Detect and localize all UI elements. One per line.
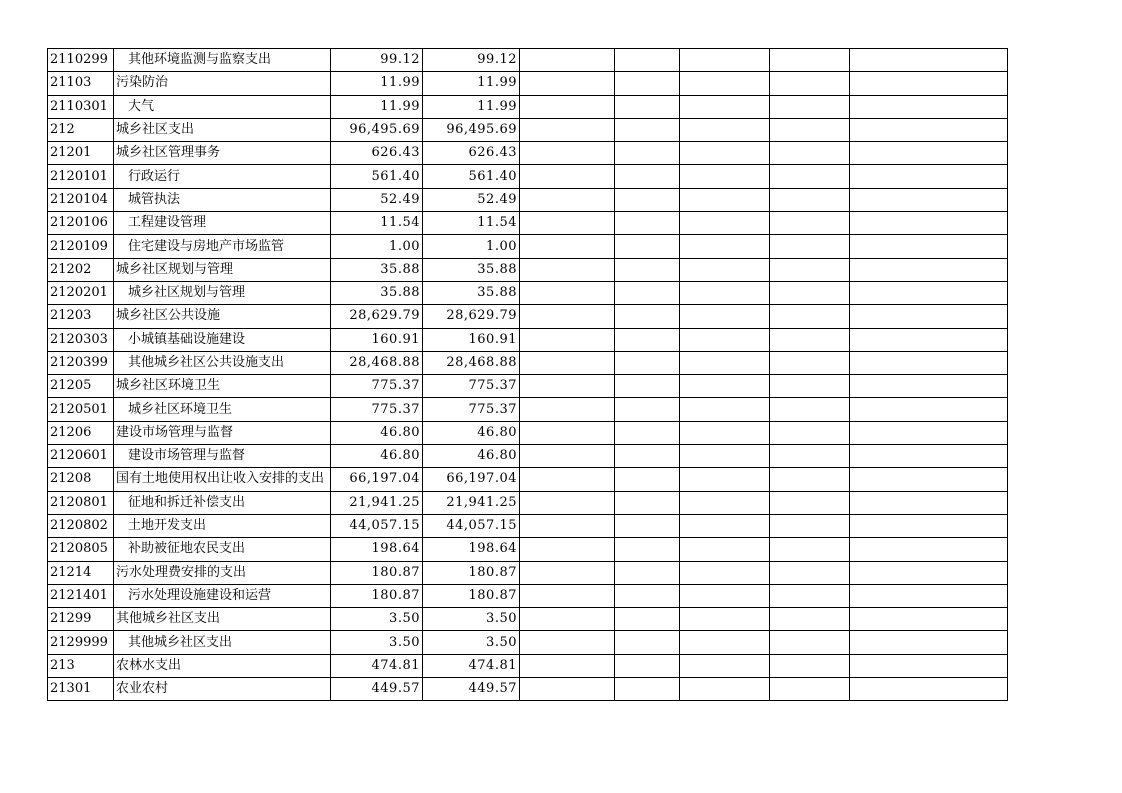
empty-cell: [615, 584, 680, 607]
total-amount-cell: 21,941.25: [331, 491, 423, 514]
subject-code-cell: 2120399: [48, 351, 114, 374]
table-row: [48, 188, 1008, 211]
total-amount-cell: 775.37: [331, 375, 423, 398]
empty-cell: [770, 421, 850, 444]
subject-code-cell: 2120805: [48, 538, 114, 561]
empty-cell: [850, 351, 1008, 374]
empty-cell: [850, 281, 1008, 304]
empty-cell: [520, 514, 615, 537]
empty-cell: [680, 584, 770, 607]
empty-cell: [680, 72, 770, 95]
subject-code-cell: 2120802: [48, 514, 114, 537]
total-amount-cell: 3.50: [331, 608, 423, 631]
empty-cell: [680, 281, 770, 304]
subject-name-cell: 城乡社区环境卫生: [114, 375, 331, 398]
empty-cell: [850, 142, 1008, 165]
empty-cell: [770, 212, 850, 235]
basic-expenditure-cell: 160.91: [423, 328, 520, 351]
total-amount-cell: 180.87: [331, 561, 423, 584]
subject-name-cell: 行政运行: [114, 165, 331, 188]
empty-cell: [615, 258, 680, 281]
empty-cell: [520, 654, 615, 677]
empty-cell: [770, 165, 850, 188]
subject-code-cell: 21201: [48, 142, 114, 165]
empty-cell: [615, 445, 680, 468]
subject-code-cell: 2121401: [48, 584, 114, 607]
empty-cell: [770, 678, 850, 701]
table-row: [48, 678, 1008, 701]
basic-expenditure-cell: 35.88: [423, 281, 520, 304]
empty-cell: [850, 235, 1008, 258]
empty-cell: [680, 538, 770, 561]
table-row: [48, 281, 1008, 304]
empty-cell: [770, 375, 850, 398]
empty-cell: [770, 95, 850, 118]
empty-cell: [615, 514, 680, 537]
subject-name-cell: 工程建设管理: [114, 212, 331, 235]
subject-name-cell: 建设市场管理与监督: [114, 421, 331, 444]
empty-cell: [680, 165, 770, 188]
subject-name-cell: 小城镇基础设施建设: [114, 328, 331, 351]
total-amount-cell: 474.81: [331, 654, 423, 677]
subject-name-cell: 征地和拆迁补偿支出: [114, 491, 331, 514]
basic-expenditure-cell: 11.99: [423, 72, 520, 95]
subject-name-cell: 其他城乡社区公共设施支出: [114, 351, 331, 374]
empty-cell: [520, 398, 615, 421]
empty-cell: [615, 468, 680, 491]
empty-cell: [850, 305, 1008, 328]
total-amount-cell: 11.99: [331, 72, 423, 95]
subject-name-cell: 补助被征地农民支出: [114, 538, 331, 561]
subject-code-cell: 2120101: [48, 165, 114, 188]
subject-name-cell: 污水处理设施建设和运营: [114, 584, 331, 607]
total-amount-cell: 11.54: [331, 212, 423, 235]
empty-cell: [615, 375, 680, 398]
empty-cell: [520, 351, 615, 374]
empty-cell: [615, 538, 680, 561]
table-row: [48, 212, 1008, 235]
basic-expenditure-cell: 35.88: [423, 258, 520, 281]
empty-cell: [615, 654, 680, 677]
total-amount-cell: 449.57: [331, 678, 423, 701]
table-row: [48, 631, 1008, 654]
empty-cell: [850, 72, 1008, 95]
empty-cell: [850, 328, 1008, 351]
table-row: [48, 351, 1008, 374]
basic-expenditure-cell: 46.80: [423, 445, 520, 468]
empty-cell: [850, 95, 1008, 118]
table-row: [48, 538, 1008, 561]
empty-cell: [680, 678, 770, 701]
empty-cell: [520, 235, 615, 258]
empty-cell: [850, 118, 1008, 141]
subject-code-cell: 2120303: [48, 328, 114, 351]
basic-expenditure-cell: 198.64: [423, 538, 520, 561]
empty-cell: [520, 538, 615, 561]
table-row: [48, 49, 1008, 72]
total-amount-cell: 28,629.79: [331, 305, 423, 328]
total-amount-cell: 11.99: [331, 95, 423, 118]
empty-cell: [770, 142, 850, 165]
table-row: [48, 95, 1008, 118]
empty-cell: [680, 468, 770, 491]
table-row: [48, 468, 1008, 491]
empty-cell: [520, 445, 615, 468]
total-amount-cell: 96,495.69: [331, 118, 423, 141]
subject-code-cell: 21299: [48, 608, 114, 631]
subject-name-cell: 土地开发支出: [114, 514, 331, 537]
subject-name-cell: 其他环境监测与监察支出: [114, 49, 331, 72]
basic-expenditure-cell: 52.49: [423, 188, 520, 211]
total-amount-cell: 35.88: [331, 258, 423, 281]
empty-cell: [615, 678, 680, 701]
empty-cell: [615, 95, 680, 118]
empty-cell: [520, 49, 615, 72]
table-row: [48, 72, 1008, 95]
empty-cell: [850, 538, 1008, 561]
empty-cell: [850, 631, 1008, 654]
subject-code-cell: 21103: [48, 72, 114, 95]
total-amount-cell: 46.80: [331, 421, 423, 444]
total-amount-cell: 35.88: [331, 281, 423, 304]
empty-cell: [770, 631, 850, 654]
subject-name-cell: 城乡社区管理事务: [114, 142, 331, 165]
empty-cell: [850, 514, 1008, 537]
table-row: [48, 421, 1008, 444]
basic-expenditure-cell: 99.12: [423, 49, 520, 72]
budget-table: [47, 48, 1008, 701]
empty-cell: [680, 95, 770, 118]
empty-cell: [770, 49, 850, 72]
empty-cell: [680, 328, 770, 351]
empty-cell: [520, 118, 615, 141]
empty-cell: [520, 258, 615, 281]
empty-cell: [850, 49, 1008, 72]
table-row: [48, 561, 1008, 584]
empty-cell: [770, 608, 850, 631]
basic-expenditure-cell: 180.87: [423, 561, 520, 584]
empty-cell: [770, 305, 850, 328]
empty-cell: [770, 118, 850, 141]
empty-cell: [770, 468, 850, 491]
basic-expenditure-cell: 626.43: [423, 142, 520, 165]
empty-cell: [520, 631, 615, 654]
empty-cell: [770, 281, 850, 304]
empty-cell: [770, 514, 850, 537]
table-row: [48, 375, 1008, 398]
empty-cell: [770, 351, 850, 374]
empty-cell: [680, 212, 770, 235]
basic-expenditure-cell: 561.40: [423, 165, 520, 188]
empty-cell: [520, 212, 615, 235]
empty-cell: [850, 398, 1008, 421]
table-row: [48, 514, 1008, 537]
empty-cell: [520, 375, 615, 398]
subject-code-cell: 2120201: [48, 281, 114, 304]
empty-cell: [770, 561, 850, 584]
empty-cell: [615, 421, 680, 444]
empty-cell: [615, 118, 680, 141]
empty-cell: [770, 235, 850, 258]
empty-cell: [680, 491, 770, 514]
empty-cell: [770, 538, 850, 561]
subject-code-cell: 21208: [48, 468, 114, 491]
empty-cell: [850, 445, 1008, 468]
subject-name-cell: 国有土地使用权出让收入安排的支出: [114, 468, 331, 491]
empty-cell: [850, 188, 1008, 211]
basic-expenditure-cell: 775.37: [423, 398, 520, 421]
total-amount-cell: 160.91: [331, 328, 423, 351]
table-body: [48, 49, 1008, 701]
empty-cell: [680, 305, 770, 328]
subject-name-cell: 建设市场管理与监督: [114, 445, 331, 468]
total-amount-cell: 28,468.88: [331, 351, 423, 374]
subject-name-cell: 大气: [114, 95, 331, 118]
total-amount-cell: 3.50: [331, 631, 423, 654]
empty-cell: [615, 328, 680, 351]
empty-cell: [615, 398, 680, 421]
subject-code-cell: 2129999: [48, 631, 114, 654]
empty-cell: [615, 351, 680, 374]
subject-name-cell: 住宅建设与房地产市场监管: [114, 235, 331, 258]
table-row: [48, 305, 1008, 328]
empty-cell: [520, 305, 615, 328]
subject-name-cell: 农林水支出: [114, 654, 331, 677]
empty-cell: [680, 375, 770, 398]
subject-code-cell: 2110299: [48, 49, 114, 72]
basic-expenditure-cell: 28,629.79: [423, 305, 520, 328]
basic-expenditure-cell: 96,495.69: [423, 118, 520, 141]
basic-expenditure-cell: 3.50: [423, 608, 520, 631]
empty-cell: [615, 281, 680, 304]
subject-code-cell: 21214: [48, 561, 114, 584]
table-row: [48, 491, 1008, 514]
subject-code-cell: 213: [48, 654, 114, 677]
total-amount-cell: 198.64: [331, 538, 423, 561]
empty-cell: [770, 72, 850, 95]
subject-code-cell: 21203: [48, 305, 114, 328]
subject-code-cell: 2120104: [48, 188, 114, 211]
empty-cell: [615, 188, 680, 211]
subject-name-cell: 城乡社区支出: [114, 118, 331, 141]
empty-cell: [770, 328, 850, 351]
basic-expenditure-cell: 474.81: [423, 654, 520, 677]
subject-name-cell: 其他城乡社区支出: [114, 608, 331, 631]
empty-cell: [680, 49, 770, 72]
empty-cell: [850, 212, 1008, 235]
empty-cell: [680, 258, 770, 281]
basic-expenditure-cell: 1.00: [423, 235, 520, 258]
total-amount-cell: 52.49: [331, 188, 423, 211]
basic-expenditure-cell: 44,057.15: [423, 514, 520, 537]
subject-code-cell: 21206: [48, 421, 114, 444]
total-amount-cell: 775.37: [331, 398, 423, 421]
empty-cell: [850, 584, 1008, 607]
subject-code-cell: 2120501: [48, 398, 114, 421]
empty-cell: [680, 445, 770, 468]
empty-cell: [770, 398, 850, 421]
empty-cell: [520, 608, 615, 631]
empty-cell: [680, 561, 770, 584]
empty-cell: [850, 678, 1008, 701]
subject-name-cell: 城管执法: [114, 188, 331, 211]
empty-cell: [520, 142, 615, 165]
subject-name-cell: 城乡社区规划与管理: [114, 281, 331, 304]
basic-expenditure-cell: 11.99: [423, 95, 520, 118]
empty-cell: [520, 328, 615, 351]
empty-cell: [850, 654, 1008, 677]
empty-cell: [850, 468, 1008, 491]
subject-code-cell: 21202: [48, 258, 114, 281]
empty-cell: [615, 72, 680, 95]
empty-cell: [680, 351, 770, 374]
total-amount-cell: 561.40: [331, 165, 423, 188]
empty-cell: [615, 212, 680, 235]
table-row: [48, 398, 1008, 421]
table-row: [48, 608, 1008, 631]
empty-cell: [770, 258, 850, 281]
empty-cell: [615, 631, 680, 654]
table-row: [48, 258, 1008, 281]
basic-expenditure-cell: 449.57: [423, 678, 520, 701]
empty-cell: [520, 95, 615, 118]
empty-cell: [615, 235, 680, 258]
subject-name-cell: 城乡社区公共设施: [114, 305, 331, 328]
empty-cell: [850, 258, 1008, 281]
subject-name-cell: 其他城乡社区支出: [114, 631, 331, 654]
empty-cell: [770, 654, 850, 677]
empty-cell: [850, 421, 1008, 444]
empty-cell: [615, 305, 680, 328]
table-row: [48, 445, 1008, 468]
table-row: [48, 118, 1008, 141]
total-amount-cell: 180.87: [331, 584, 423, 607]
empty-cell: [615, 142, 680, 165]
empty-cell: [615, 49, 680, 72]
empty-cell: [680, 421, 770, 444]
empty-cell: [680, 235, 770, 258]
empty-cell: [680, 654, 770, 677]
subject-code-cell: 21205: [48, 375, 114, 398]
basic-expenditure-cell: 66,197.04: [423, 468, 520, 491]
basic-expenditure-cell: 180.87: [423, 584, 520, 607]
basic-expenditure-cell: 46.80: [423, 421, 520, 444]
empty-cell: [680, 608, 770, 631]
subject-name-cell: 城乡社区规划与管理: [114, 258, 331, 281]
empty-cell: [680, 142, 770, 165]
empty-cell: [850, 491, 1008, 514]
empty-cell: [520, 165, 615, 188]
subject-code-cell: 2110301: [48, 95, 114, 118]
empty-cell: [680, 188, 770, 211]
basic-expenditure-cell: 28,468.88: [423, 351, 520, 374]
basic-expenditure-cell: 775.37: [423, 375, 520, 398]
subject-code-cell: 21301: [48, 678, 114, 701]
empty-cell: [680, 631, 770, 654]
table-row: [48, 142, 1008, 165]
empty-cell: [850, 165, 1008, 188]
empty-cell: [770, 188, 850, 211]
table-row: [48, 654, 1008, 677]
subject-name-cell: 污染防治: [114, 72, 331, 95]
empty-cell: [520, 491, 615, 514]
subject-code-cell: 2120109: [48, 235, 114, 258]
subject-code-cell: 2120801: [48, 491, 114, 514]
empty-cell: [615, 561, 680, 584]
empty-cell: [615, 491, 680, 514]
subject-name-cell: 农业农村: [114, 678, 331, 701]
table-row: [48, 235, 1008, 258]
empty-cell: [850, 561, 1008, 584]
subject-code-cell: 2120601: [48, 445, 114, 468]
empty-cell: [520, 72, 615, 95]
basic-expenditure-cell: 21,941.25: [423, 491, 520, 514]
subject-name-cell: 城乡社区环境卫生: [114, 398, 331, 421]
total-amount-cell: 626.43: [331, 142, 423, 165]
empty-cell: [680, 514, 770, 537]
basic-expenditure-cell: 3.50: [423, 631, 520, 654]
total-amount-cell: 99.12: [331, 49, 423, 72]
empty-cell: [520, 468, 615, 491]
empty-cell: [615, 165, 680, 188]
empty-cell: [770, 491, 850, 514]
basic-expenditure-cell: 11.54: [423, 212, 520, 235]
subject-name-cell: 污水处理费安排的支出: [114, 561, 331, 584]
empty-cell: [680, 118, 770, 141]
empty-cell: [520, 678, 615, 701]
table-row: [48, 584, 1008, 607]
empty-cell: [520, 561, 615, 584]
total-amount-cell: 44,057.15: [331, 514, 423, 537]
total-amount-cell: 1.00: [331, 235, 423, 258]
empty-cell: [850, 608, 1008, 631]
total-amount-cell: 66,197.04: [331, 468, 423, 491]
subject-code-cell: 2120106: [48, 212, 114, 235]
empty-cell: [770, 445, 850, 468]
total-amount-cell: 46.80: [331, 445, 423, 468]
empty-cell: [520, 188, 615, 211]
empty-cell: [520, 584, 615, 607]
empty-cell: [615, 608, 680, 631]
empty-cell: [850, 375, 1008, 398]
subject-code-cell: 212: [48, 118, 114, 141]
empty-cell: [680, 398, 770, 421]
table-row: [48, 328, 1008, 351]
empty-cell: [520, 281, 615, 304]
empty-cell: [520, 421, 615, 444]
empty-cell: [770, 584, 850, 607]
table-row: [48, 165, 1008, 188]
